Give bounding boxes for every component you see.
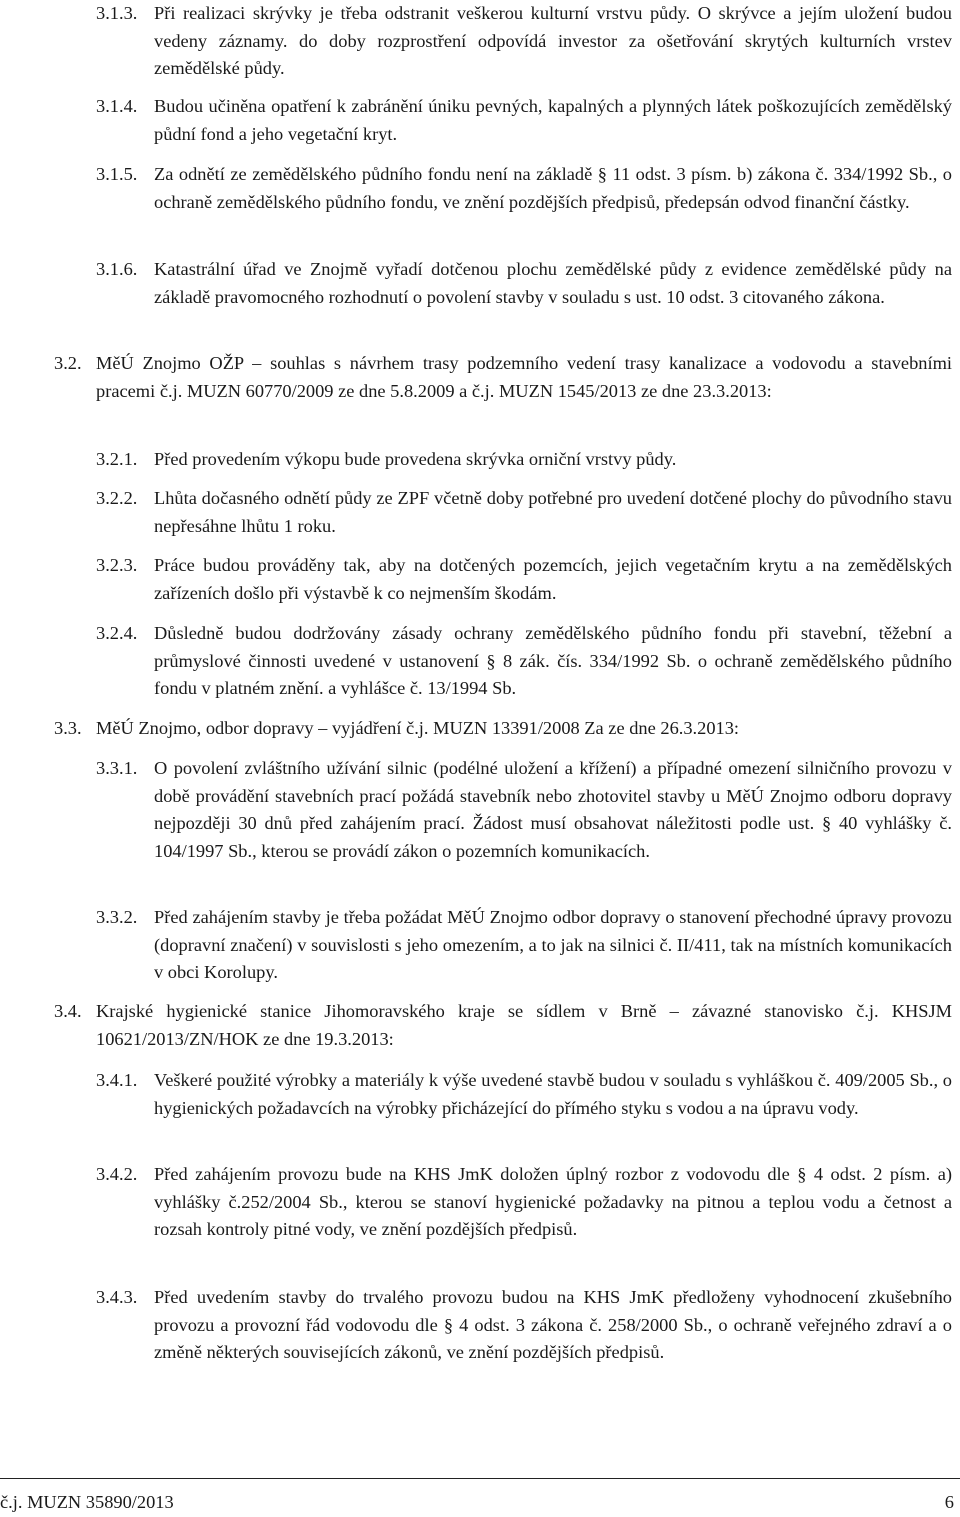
- section-text: O povolení zvláštního užívání silnic (podélné uložení a křížení) a případné omezení silničního provozu v době provádění stavebních prací požádá stavebník nebo zhotovitel stavby u MěÚ Znojmo odboru dopravy nejpozději 30 dnů před zahájením prací. Žádost musí obsahovat náležitosti podle ust. § 40 vyhlášky č. 104/1997 Sb., kterou se provádí zákon o pozemních komunikacích.: [154, 758, 952, 861]
- section-number: 3.4.3.: [96, 1287, 138, 1307]
- paragraph-3-2-3: [96, 552, 952, 607]
- section-number: 3.1.5.: [96, 164, 138, 184]
- section-number: 3.3.: [54, 718, 82, 738]
- section-text: Lhůta dočasného odnětí půdy ze ZPF včetně doby potřebné pro uvedení dotčené plochy do původního stavu nepřesáhne lhůtu 1 roku.: [154, 488, 952, 536]
- section-text: Za odnětí ze zemědělského půdního fondu není na základě § 11 odst. 3 písm. b) zákona č. 334/1992 Sb., o ochraně zemědělského půdního fondu, ve znění pozdějších předpisů, předepsán odvod finanční částky.: [154, 164, 952, 212]
- section-number: 3.4.1.: [96, 1070, 138, 1090]
- section-number: 3.4.: [54, 1001, 82, 1021]
- section-number: 3.1.6.: [96, 259, 138, 279]
- section-text: Budou učiněna opatření k zabránění úniku pevných, kapalných a plynných látek poškozujících zemědělský půdní fond a jeho vegetační kryt.: [154, 96, 952, 144]
- section-text: MěÚ Znojmo, odbor dopravy – vyjádření č.j. MUZN 13391/2008 Za ze dne 26.3.2013:: [96, 718, 740, 738]
- section-number: 3.3.1.: [96, 758, 138, 778]
- section-number: 3.2.4.: [96, 623, 138, 643]
- section-text: Před provedením výkopu bude provedena skrývka orniční vrstvy půdy.: [154, 449, 677, 469]
- paragraph-3-1-6: [96, 256, 952, 311]
- section-text: Před zahájením stavby je třeba požádat MěÚ Znojmo odbor dopravy o stanovení přechodné úpravy provozu (dopravní značení) v souvislosti s jeho omezením, a to jak na silnici č. II/411, tak na místních komunikacích v obci Korolupy.: [154, 907, 952, 982]
- section-number: 3.2.3.: [96, 555, 138, 575]
- section-number: 3.2.1.: [96, 449, 138, 469]
- section-text: Krajské hygienické stanice Jihomoravského kraje se sídlem v Brně – závazné stanovisko č.j. KHSJM 10621/2013/ZN/HOK ze dne 19.3.2013:: [96, 1001, 952, 1049]
- paragraph-3-4-1: [96, 1067, 952, 1122]
- paragraph-3-1-3: [96, 0, 952, 83]
- section-number: 3.2.: [54, 353, 82, 373]
- paragraph-3-3-2: [96, 904, 952, 987]
- reference-number: č.j. MUZN 35890/2013: [0, 1492, 174, 1512]
- page-number: 6: [944, 1492, 954, 1512]
- section-number: 3.3.2.: [96, 907, 138, 927]
- section-text: Veškeré použité výrobky a materiály k výše uvedené stavbě budou v souladu s vyhláškou č. 409/2005 Sb., o hygienických požadavcích na výrobky přicházející do přímého styku s vodou a na úpravu vody.: [154, 1070, 952, 1118]
- section-text: Před uvedením stavby do trvalého provozu budou na KHS JmK předloženy vyhodnocení zkušebního provozu a provozní řád vodovodu dle § 4 odst. 3 zákona č. 258/2000 Sb., o ochraně veřejného zdraví a o změně některých souvisejících zákonů, ve znění pozdějších předpisů.: [154, 1287, 952, 1362]
- section-number: 3.4.2.: [96, 1164, 138, 1184]
- paragraph-3-4-2: [96, 1161, 952, 1244]
- section-text: MěÚ Znojmo OŽP – souhlas s návrhem trasy podzemního vedení trasy kanalizace a vodovodu a stavebními pracemi č.j. MUZN 60770/2009 ze dne 5.8.2009 a č.j. MUZN 1545/2013 ze dne 23.3.2013:: [96, 353, 952, 401]
- section-3-3: [54, 715, 952, 743]
- paragraph-3-1-4: [96, 93, 952, 148]
- section-3-2: [54, 350, 952, 405]
- section-3-4: [54, 998, 952, 1053]
- page-footer: [0, 1478, 960, 1517]
- paragraph-3-2-1: [96, 446, 952, 474]
- section-number: 3.1.4.: [96, 96, 138, 116]
- paragraph-3-3-1: [96, 755, 952, 865]
- section-text: Při realizaci skrývky je třeba odstranit veškerou kulturní vrstvu půdy. O skrývce a jejím uložení budou vedeny záznamy. do doby rozprostření odpovídá investor za ošetřování skrytých kulturních vrstev zemědělské půdy.: [154, 3, 952, 78]
- paragraph-3-4-3: [96, 1284, 952, 1367]
- section-text: Katastrální úřad ve Znojmě vyřadí dotčenou plochu zemědělské půdy z evidence zemědělské půdy na základě pravomocného rozhodnutí o povolení stavby v souladu s ust. 10 odst. 3 citovaného zákona.: [154, 259, 952, 307]
- paragraph-3-2-4: [96, 620, 952, 703]
- section-number: 3.2.2.: [96, 488, 138, 508]
- section-text: Důsledně budou dodržovány zásady ochrany zemědělského půdního fondu při stavební, těžební a průmyslové činnosti uvedené v ustanovení § 8 zák. čís. 334/1992 Sb. o ochraně zemědělského půdního fondu v platném znění. a vyhlášce č. 13/1994 Sb.: [154, 623, 952, 698]
- paragraph-3-1-5: [96, 161, 952, 216]
- paragraph-3-2-2: [96, 485, 952, 540]
- section-text: Práce budou prováděny tak, aby na dotčených pozemcích, jejich vegetačním krytu a na zemědělských zařízeních došlo při výstavbě k co nejmenším škodám.: [154, 555, 952, 603]
- section-text: Před zahájením provozu bude na KHS JmK doložen úplný rozbor z vodovodu dle § 4 odst. 2 písm. a) vyhlášky č.252/2004 Sb., kterou se stanoví hygienické požadavky na pitnou a teplou vodu a četnost a rozsah kontroly pitné vody, ve znění pozdějších předpisů.: [154, 1164, 952, 1239]
- section-number: 3.1.3.: [96, 3, 138, 23]
